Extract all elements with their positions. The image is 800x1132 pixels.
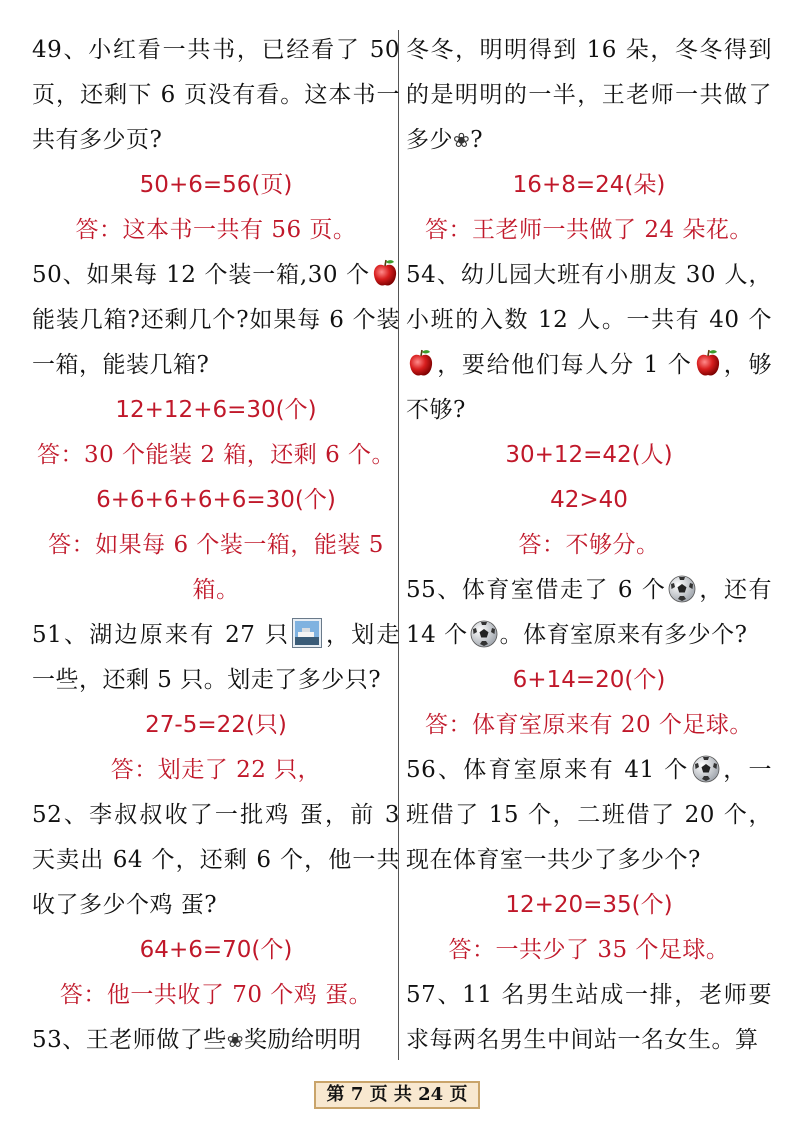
question-57: 57、11 名男生站成一排，老师要求每两名男生中间站一名女生。算: [406, 982, 772, 1053]
page-number-footer: 第 7 页 共 24 页: [314, 1081, 480, 1109]
apple-icon: [408, 348, 434, 378]
equation-51: 27-5=22(只): [145, 712, 287, 738]
question-51: 51、湖边原来有 27 只 ，划走一些，还剩 5 只。划走了多少只?: [32, 613, 400, 703]
question-53-cont: 冬冬，明明得到 16 朵，冬冬得到的是明明的一半，王老师一共做了多少❀?: [406, 37, 772, 153]
equation-54-1: 30+12=42(人): [505, 442, 673, 468]
answer-50-2: 答：如果每 6 个装一箱，能装 5 箱。: [48, 532, 384, 603]
soccer-ball-icon: [470, 620, 498, 648]
question-56: 56、体育室原来有 41 个 ，一班借了 15 个，二班借了 20 个，现在体育室一共少了多少个?: [406, 757, 773, 873]
question-52: 52、李叔叔收了一批鸡 蛋，前 3 天卖出 64 个，还剩 6 个，他一共收了多少个鸡 蛋?: [32, 802, 400, 918]
answer-51: 答：划走了 22 只，: [110, 757, 322, 783]
answer-49: 答：这本书一共有 56 页。: [75, 217, 357, 243]
equation-52: 64+6=70(个): [139, 937, 293, 963]
boat-picture-icon: [292, 618, 322, 648]
question-50: 50、如果每 12 个装一箱,30 个能装几箱?还剩几个?如果每 6 个装一箱，能装几箱?: [32, 253, 400, 388]
equation-56: 12+20=35(个): [505, 892, 673, 918]
equation-53: 16+8=24(朵): [512, 172, 666, 198]
soccer-ball-icon: [692, 755, 720, 783]
question-53-start: 53、王老师做了些❀奖励给明明: [32, 1027, 362, 1053]
answer-50-1: 答：30 个能装 2 箱，还剩 6 个。: [36, 442, 396, 468]
answer-54: 答：不够分。: [518, 532, 660, 558]
flower-icon: ❀: [226, 1028, 245, 1052]
equation-50-1: 12+12+6=30(个): [115, 397, 317, 423]
question-49: 49、小红看一共书，已经看了 50 页，还剩下 6 页没有看。这本书一共有多少页?: [32, 37, 400, 153]
equation-54-2: 42>40: [550, 487, 628, 513]
soccer-ball-icon: [668, 575, 696, 603]
apple-icon: [372, 258, 398, 288]
flower-icon: ❀: [453, 128, 471, 152]
answer-55: 答：体育室原来有 20 个足球。: [425, 712, 753, 738]
question-55: 55、体育室借走了 6 个 ，还有 14 个 。体育室原来有多少个?: [406, 577, 772, 648]
apple-icon: [695, 348, 721, 378]
answer-52: 答：他一共收了 70 个鸡 蛋。: [59, 982, 373, 1008]
equation-55: 6+14=20(个): [512, 667, 666, 693]
left-column: [32, 28, 400, 1063]
answer-53: 答：王老师一共做了 24 朵花。: [425, 217, 753, 243]
equation-50-2: 6+6+6+6+6=30(个): [96, 487, 336, 513]
question-54: 54、幼儿园大班有小朋友 30 人，小班的入数 12 人。一共有 40 个，要给他们每人分 1 个 ，够不够?: [406, 262, 772, 423]
equation-49: 50+6=56(页): [139, 172, 293, 198]
right-column: [406, 28, 772, 1063]
answer-56: 答：一共少了 35 个足球。: [448, 937, 730, 963]
